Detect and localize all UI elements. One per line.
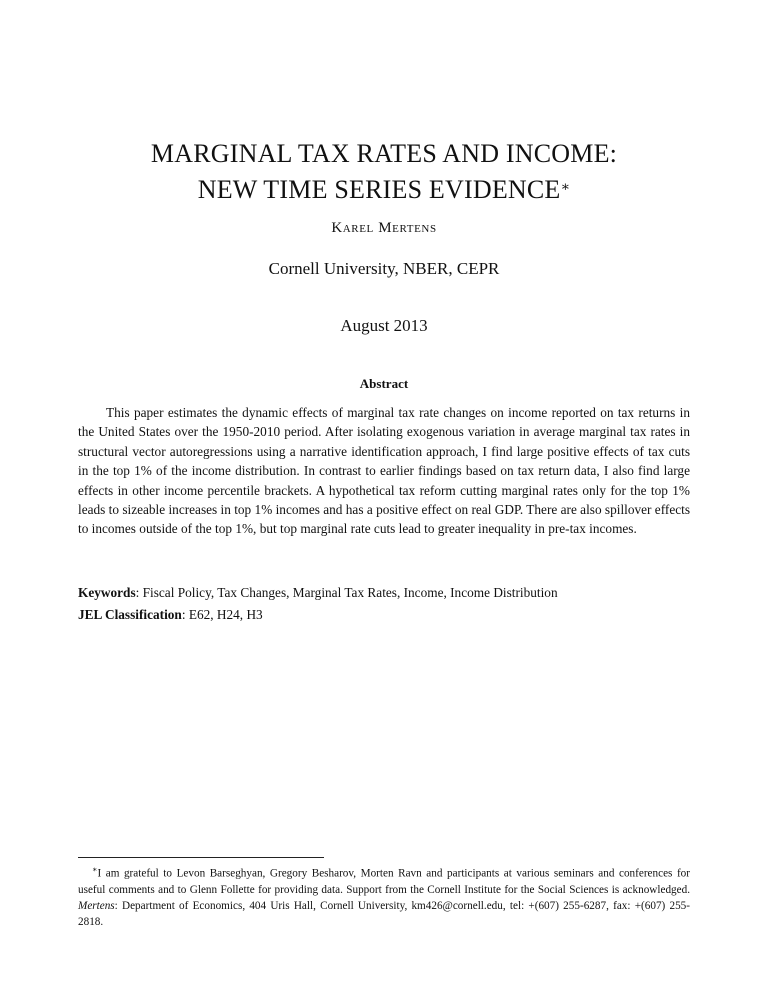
- abstract-body: This paper estimates the dynamic effects of marginal tax rate changes on income reported on tax returns in the United States over the 1950-2010 period. After isolating exogenous variation in average marginal tax rates in structural vector autoregressions using a narrative identification approach, I find large positive effects of tax cuts in the top 1% of the income distribution. In contrast to earlier findings based on tax return data, I also find large effects in other income percentile brackets. A hypothetical tax reform cutting marginal rates only for the top 1% leads to sizeable increases in top 1% incomes and has a positive effect on real GDP. There are also spillover effects to incomes outside of the top 1%, but top marginal rate cuts lead to greater inequality in pre-tax incomes.: [78, 405, 690, 537]
- jel-value: : E62, H24, H3: [181, 607, 263, 622]
- title-line-2-text: NEW TIME SERIES EVIDENCE: [197, 175, 561, 204]
- footnote-text-1: I am grateful to Levon Barseghyan, Gregory Besharov, Morten Ravn and participants at various seminars and conferences for useful comments and to Glenn Follette for providing data. Support from the Cornell Institute for the Social Sciences is acknowledged.: [78, 867, 690, 896]
- jel-line: [78, 605, 690, 624]
- footnote-author-name: Mertens: [78, 899, 115, 912]
- author-affiliation: Cornell University, NBER, CEPR: [268, 259, 500, 278]
- keywords-value: : Fiscal Policy, Tax Changes, Marginal Tax Rates, Income, Income Distribution: [135, 585, 558, 600]
- keywords-label: Keywords: [78, 585, 136, 600]
- title-footnote-mark[interactable]: ∗: [560, 180, 571, 195]
- keywords-line: [78, 583, 690, 602]
- footnote-text-2: : Department of Economics, 404 Uris Hall, Cornell University, km426@cornell.edu, tel: +(607) 255-6287, fax: +(607) 255-2818.: [78, 899, 690, 928]
- footnote-divider: [78, 857, 324, 858]
- title-line-2: [0, 172, 768, 208]
- jel-label: JEL Classification: [78, 607, 182, 622]
- footnote: [78, 862, 690, 930]
- abstract-heading: Abstract: [359, 376, 409, 391]
- title-line-1: MARGINAL TAX RATES AND INCOME:: [150, 139, 618, 168]
- publication-date: August 2013: [340, 316, 428, 335]
- author-name: Karel Mertens: [331, 220, 437, 236]
- footnote-mark: ∗: [92, 865, 98, 874]
- paper-title: [0, 136, 768, 208]
